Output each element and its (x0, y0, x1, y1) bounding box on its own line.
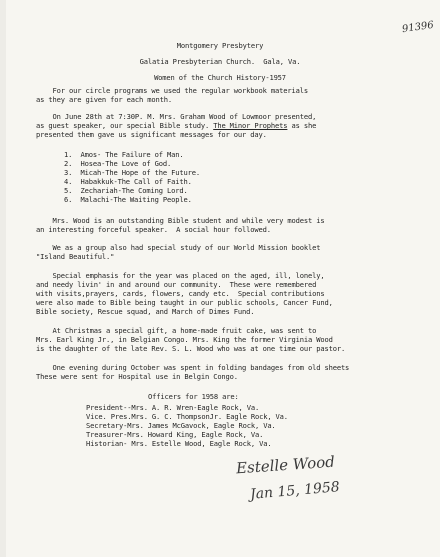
paragraph-line: For our circle programs we used the regular workbook materials (36, 86, 308, 95)
corner-note: 91396 (401, 19, 435, 36)
church-heading: Galatia Presbyterian Church. Gala, Va. (139, 57, 301, 66)
officer-line: Historian- Mrs. Estelle Wood, Eagle Rock, Va. (86, 439, 272, 448)
paragraph-line: These were sent for Hospital use in Belgin Congo. (36, 372, 238, 381)
paragraph-line: as guest speaker, our special Bible study. The Minor Prophets as she (36, 121, 317, 130)
paragraph-line: We as a group also had special study of our World Mission booklet (36, 243, 321, 252)
history-heading: Women of the Church History-1957 (154, 73, 286, 82)
paragraph-line: "Island Beautiful." (36, 252, 115, 261)
officer-line: Vice. Pres.Mrs. G. C. ThompsonJr. Eagle Rock, Va. (86, 412, 288, 421)
presbytery-heading: Montgomery Presbytery (176, 41, 264, 50)
paragraph-line: Mrs. Wood is an outstanding Bible student and while very modest is (36, 216, 325, 225)
paragraph-line: were also made to Bible being taught in our public schools, Cancer Fund, (36, 298, 333, 307)
signature-date: Jan 15, 1958 (249, 479, 341, 503)
scan-edge (0, 0, 6, 557)
paragraph-line: an interesting forceful speaker. A social hour followed. (36, 225, 271, 234)
signature-name: Estelle Wood (235, 452, 336, 478)
list-item: 3. Micah-The Hope of the Future. (64, 168, 200, 177)
officer-line: President--Mrs. A. R. Wren-Eagle Rock, Va. (86, 403, 260, 412)
officer-line: Secretary-Mrs. James McGavock, Eagle Rock, Va. (86, 421, 276, 430)
list-item: 6. Malachi-The Waiting People. (64, 195, 192, 204)
paragraph-line: Mrs. Earl King Jr., in Belgian Congo. Mrs. King the former Virginia Wood (36, 335, 333, 344)
paragraph-line: On June 28th at 7:30P. M. Mrs. Graham Wood of Lowmoor presented, (36, 112, 317, 121)
paragraph-line: and needy livin' in and around our community. These were remembered (36, 280, 317, 289)
list-item: 4. Habakkuk-The Call of Faith. (64, 177, 192, 186)
list-item: 2. Hosea-The Love of God. (64, 159, 172, 168)
paragraph-line: as they are given for each month. (36, 95, 172, 104)
paragraph-line: Special emphasis for the year was placed on the aged, ill, lonely, (36, 271, 325, 280)
paragraph-line: presented them gave us significant messages for our day. (36, 130, 267, 139)
list-item: 5. Zechariah-The Coming Lord. (64, 186, 188, 195)
officer-line: Treasurer-Mrs. Howard King, Eagle Rock, Va. (86, 430, 264, 439)
officers-heading: Officers for 1958 are: (148, 392, 239, 401)
list-item: 1. Amos- The Failure of Man. (64, 150, 184, 159)
minor-prophets-title: The Minor Prophets (213, 121, 288, 130)
paragraph-line: At Christmas a special gift, a home-made fruit cake, was sent to (36, 326, 317, 335)
paragraph-line: One evening during October was spent in folding bandages from old sheets (36, 363, 350, 372)
paragraph-line: is the daughter of the late Rev. S. L. Wood who was at one time our pastor. (36, 344, 346, 353)
paragraph-line: with visits,prayers, cards, flowers, candy etc. Special contributions (36, 289, 325, 298)
paragraph-line: Bible society, Rescue squad, and March of Dimes Fund. (36, 307, 255, 316)
